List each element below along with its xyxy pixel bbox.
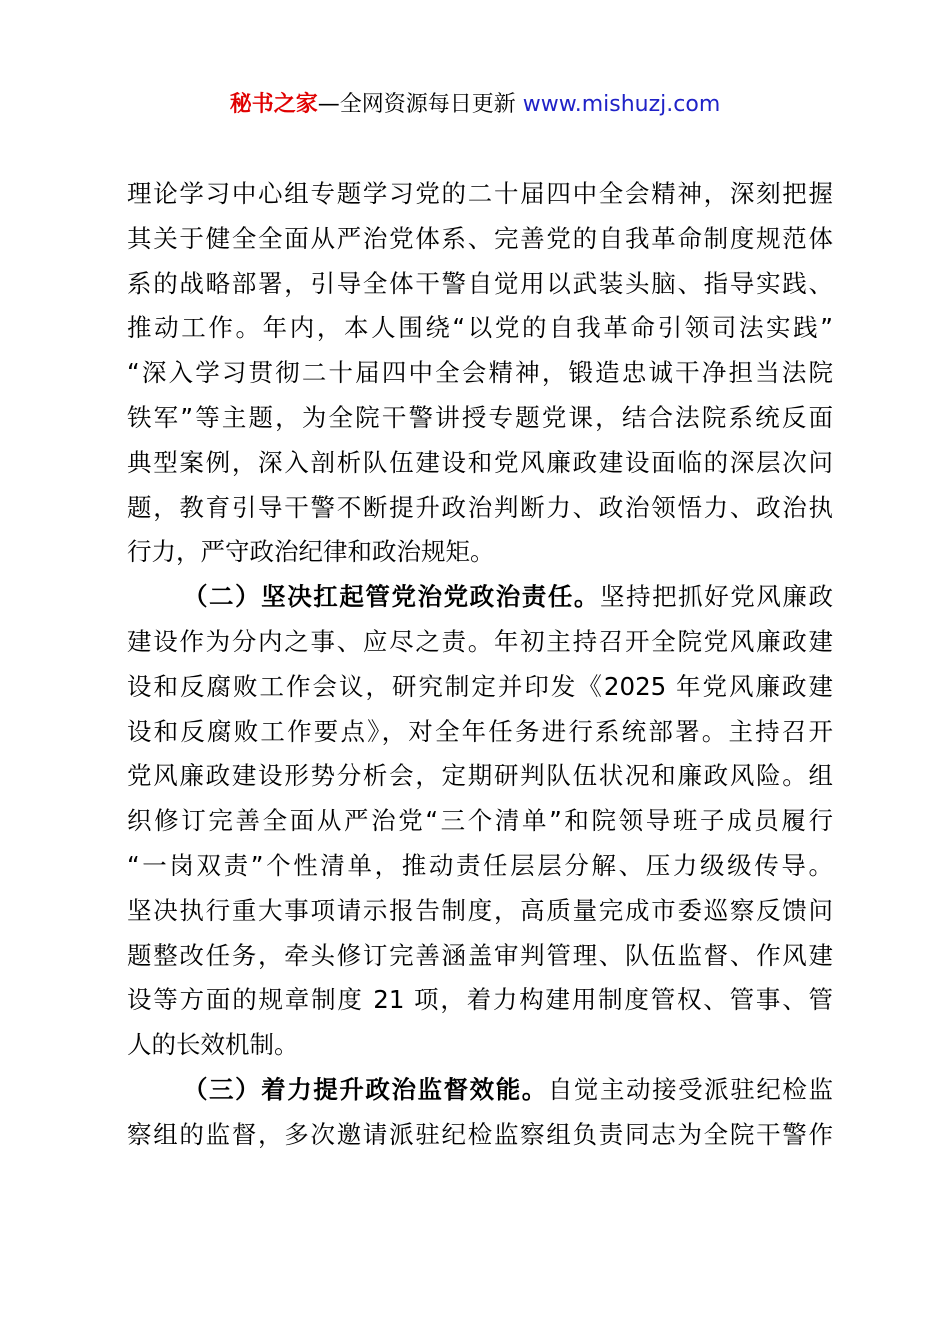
paragraph-2 <box>127 575 833 1068</box>
text-line: “一岗双责”个性清单，推动责任层层分解、压力级级传导。 <box>127 850 833 880</box>
text-line: 织修订完善全面从严治党“三个清单”和院领导班子成员履行 <box>127 806 833 836</box>
site-url-link[interactable]: www.mishuzj.com <box>522 92 721 117</box>
text-line: 推动工作。年内，本人围绕“以党的自我革命引领司法实践” <box>127 313 833 343</box>
paragraph-3 <box>127 1068 833 1158</box>
section-heading: （三）着力提升政治监督效能。 <box>183 1074 548 1104</box>
document-body <box>127 172 833 1158</box>
text-line: 其关于健全全面从严治党体系、完善党的自我革命制度规范体 <box>127 223 833 253</box>
paragraph-first-line <box>127 1068 833 1113</box>
text-line: 铁军”等主题，为全院干警讲授专题党课，结合法院系统反面 <box>127 402 833 432</box>
text-line: 系的战略部署，引导全体干警自觉用以武装头脑、指导实践、 <box>127 268 833 298</box>
header-tagline: —全网资源每日更新 <box>317 92 516 117</box>
text-line: 行力，严守政治纪律和政治规矩。 <box>127 537 495 567</box>
paragraph-1 <box>127 172 833 575</box>
page-header <box>0 88 950 122</box>
brand-name: 秘书之家 <box>229 92 318 117</box>
text-line: 建设作为分内之事、应尽之责。年初主持召开全院党风廉政建 <box>127 626 833 656</box>
text-line: 党风廉政建设形势分析会，定期研判队伍状况和廉政风险。组 <box>127 761 833 791</box>
text-line: 察组的监督，多次邀请派驻纪检监察组负责同志为全院干警作 <box>127 1119 833 1149</box>
section-heading: （二）坚决扛起管党治党政治责任。 <box>183 582 600 612</box>
text-line: 设等方面的规章制度 21 项，着力构建用制度管权、管事、管 <box>127 985 833 1015</box>
text-line: 题整改任务，牵头修订完善涵盖审判管理、队伍监督、作风建 <box>127 940 833 970</box>
text-line: 题，教育引导干警不断提升政治判断力、政治领悟力、政治执 <box>127 492 833 522</box>
text-line: 典型案例，深入剖析队伍建设和党风廉政建设面临的深层次问 <box>127 447 833 477</box>
text-line: 设和反腐败工作要点》，对全年任务进行系统部署。主持召开 <box>127 716 833 746</box>
text-line: 坚决执行重大事项请示报告制度，高质量完成市委巡察反馈问 <box>127 895 833 925</box>
text-line: 设和反腐败工作会议，研究制定并印发《2025 年党风廉政建 <box>127 671 833 701</box>
heading-continuation: 自觉主动接受派驻纪检监 <box>547 1074 833 1104</box>
heading-continuation: 坚持把抓好党风廉政 <box>600 582 833 612</box>
text-line: 人的长效机制。 <box>127 1030 299 1060</box>
text-line: 理论学习中心组专题学习党的二十届四中全会精神，深刻把握 <box>127 179 833 208</box>
text-line: “深入学习贯彻二十届四中全会精神，锻造忠诚干净担当法院 <box>127 358 833 388</box>
paragraph-first-line <box>127 575 833 620</box>
